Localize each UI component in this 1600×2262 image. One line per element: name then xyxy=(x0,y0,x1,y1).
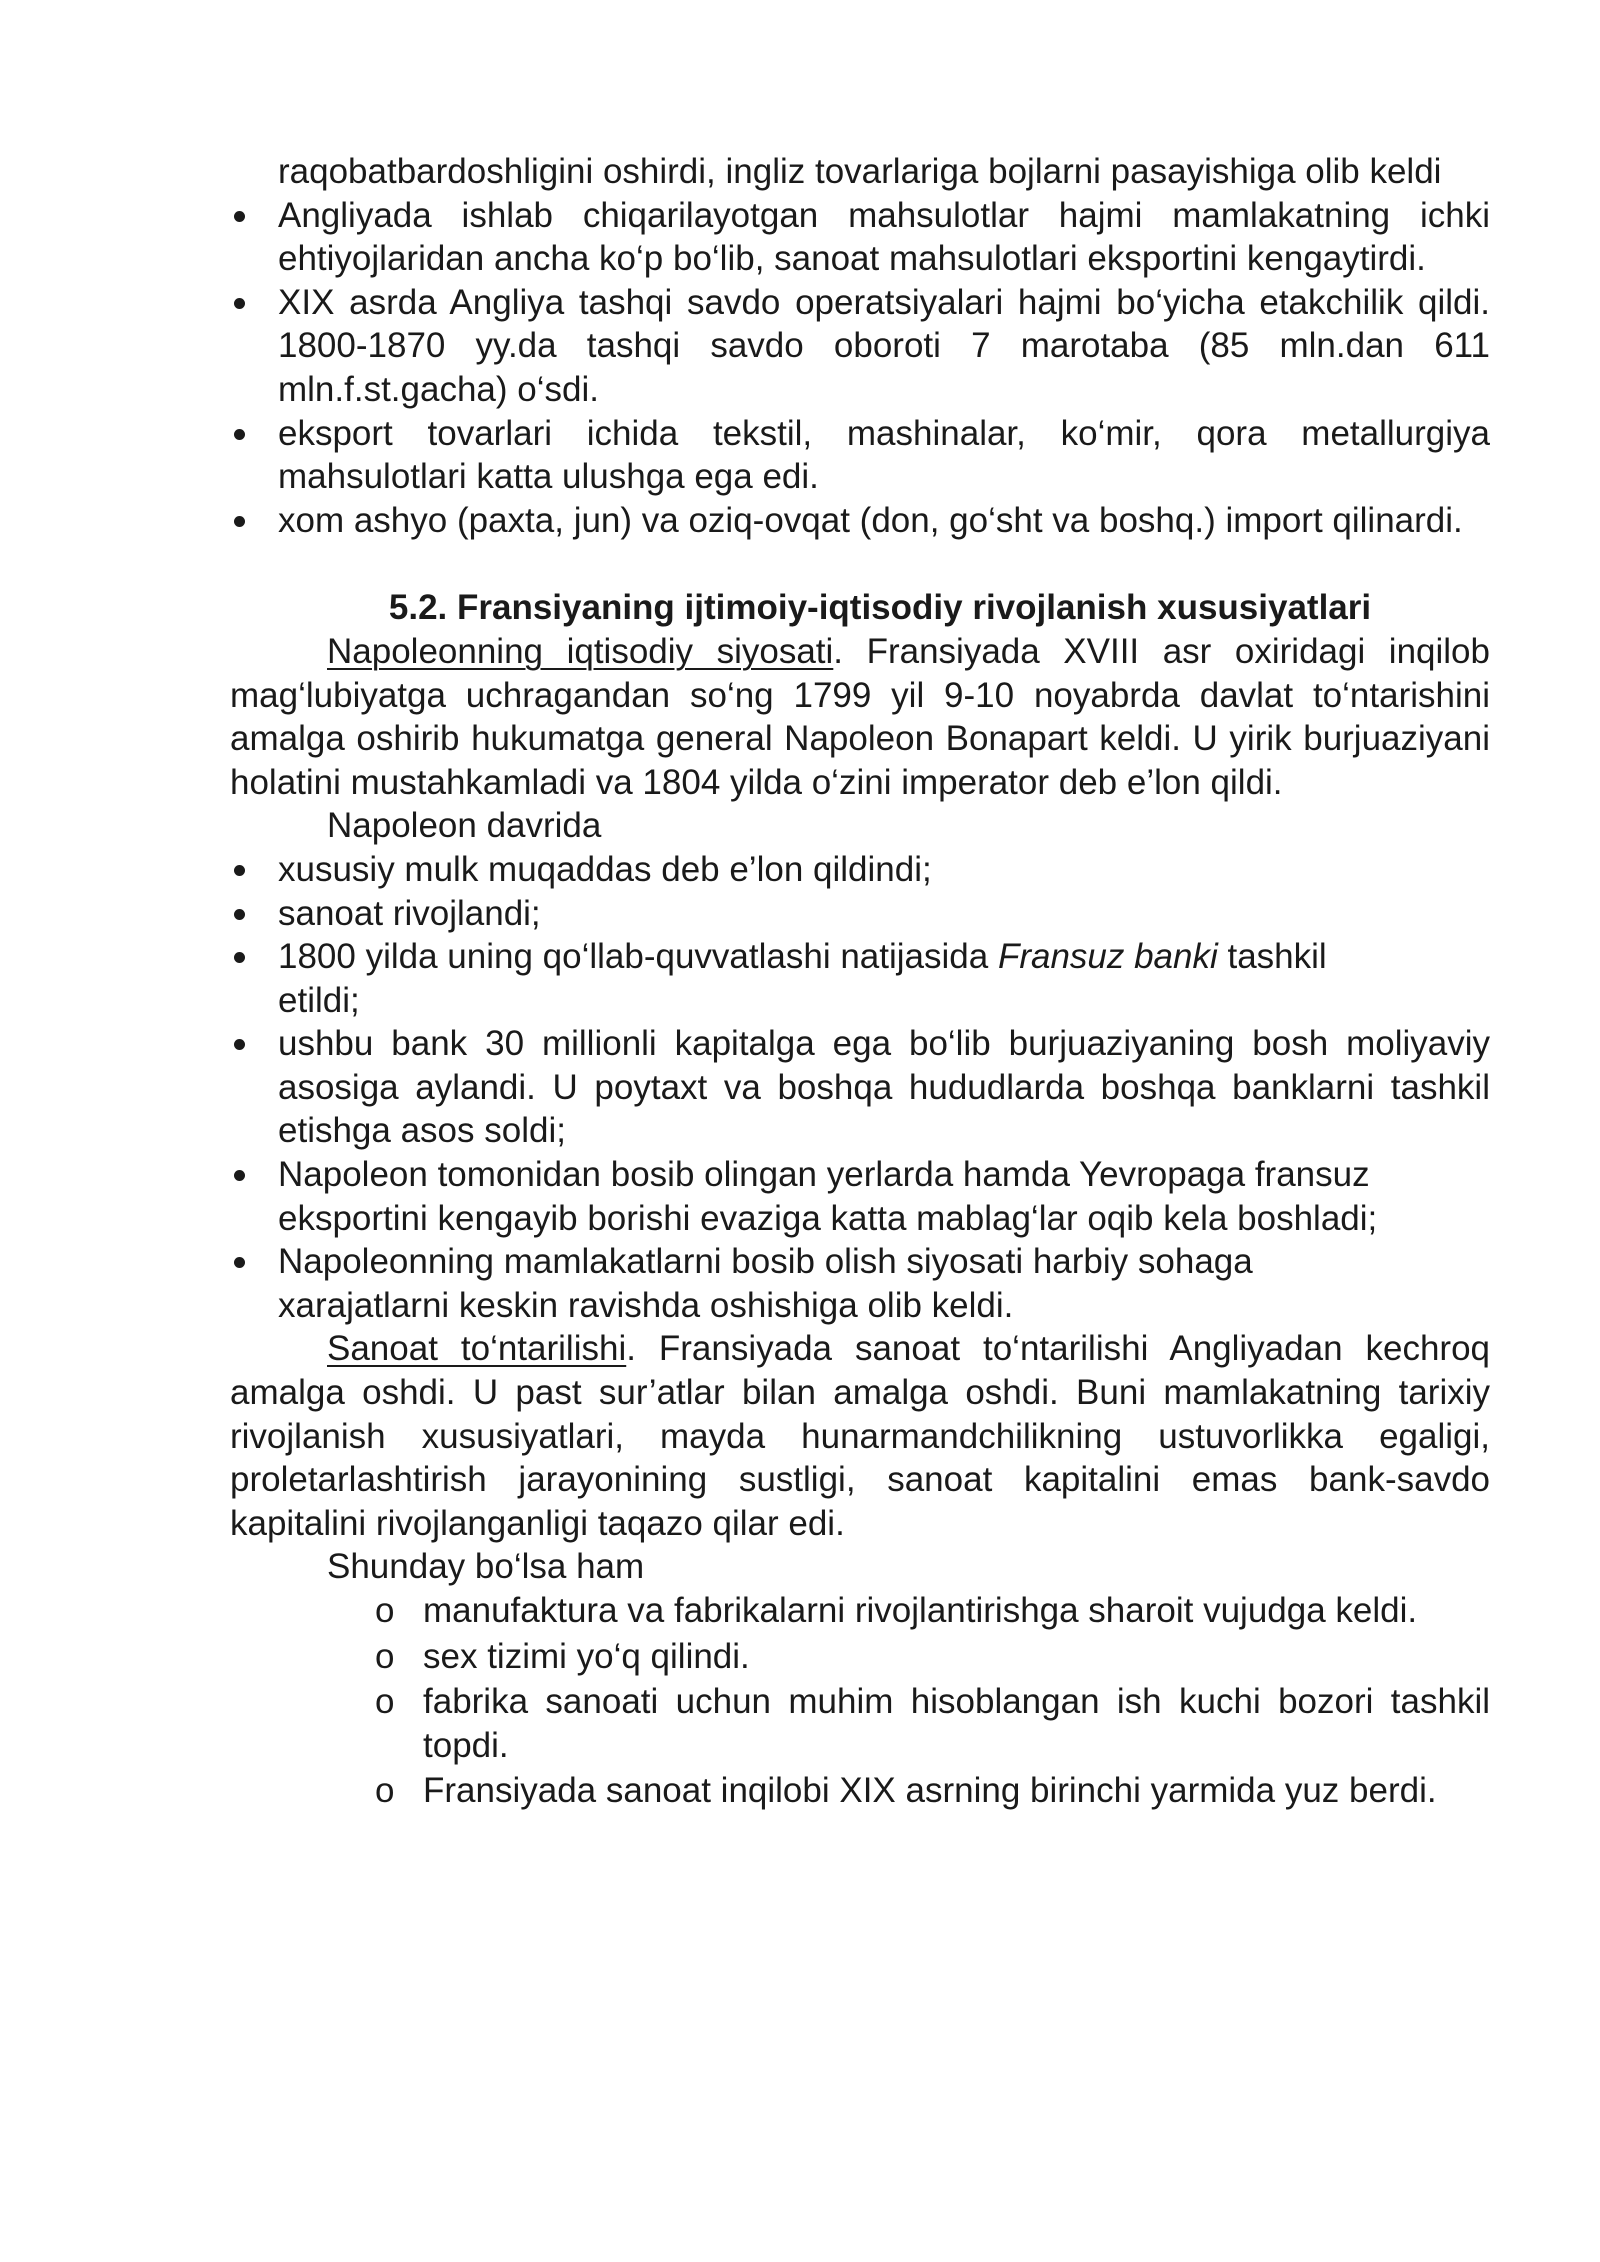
industry-paragraph xyxy=(230,1327,1490,1545)
list-item: eksport tovarlari ichida tekstil, mashinalar, ko‘mir, qora metallurgiya mahsulotlari katta ulushga ega edi. xyxy=(230,412,1490,499)
list-item: XIX asrda Angliya tashqi savdo operatsiyalari hajmi bo‘yicha etakchilik qildi. 1800-1870 yy.da tashqi savdo oboroti 7 marotaba (85 mln.dan 611 mln.f.st.gacha) o‘sdi. xyxy=(230,281,1490,412)
list-item: Angliyada ishlab chiqarilayotgan mahsulotlar hajmi mamlakatning ichki ehtiyojlaridan ancha ko‘p bo‘lib, sanoat mahsulotlari eksportini kengaytirdi. xyxy=(230,194,1490,281)
sub-list-item xyxy=(230,1589,1490,1633)
sub-list-item-text: Fransiyada sanoat inqilobi XIX asrning birinchi yarmida yuz berdi. xyxy=(423,1771,1437,1811)
section-heading: 5.2. Fransiyaning ijtimoiy-iqtisodiy rivojlanish xususiyatlari xyxy=(388,588,1372,628)
continuation-paragraph: raqobatbardoshligini oshirdi, ingliz tovarlariga bojlarni pasayishiga olib keldi xyxy=(278,152,1442,191)
list-item xyxy=(230,1240,1490,1327)
sub-list-item-text: manufaktura va fabrikalarni rivojlantirishga sharoit vujudga keldi. xyxy=(423,1591,1418,1630)
list-item: sanoat rivojlandi; xyxy=(230,892,1490,936)
sub-list-item-text: fabrika sanoati uchun muhim hisoblangan ish kuchi bozori tashkil topdi. xyxy=(423,1682,1490,1765)
industry-subtitle: Sanoat to‘ntarilishi xyxy=(327,1329,627,1369)
list-item-text: xarajatlarni keskin ravishda oshishiga olib keldi. xyxy=(278,1285,1014,1325)
list-marker: o xyxy=(375,1682,395,1722)
list-item-text: 1800 yilda uning qo‘llab-quvvatlashi natijasida xyxy=(278,937,998,977)
industry-intro: Shunday bo‘lsa ham xyxy=(327,1547,645,1587)
list-item-text: etildi; xyxy=(278,980,360,1020)
list-item: xom ashyo (paxta, jun) va oziq-ovqat (don, go‘sht va boshq.) import qilinardi. xyxy=(230,499,1490,543)
napoleon-text: . Fransiyada XVIII asr oxiridagi inqilob mag‘lubiyatga uchragandan so‘ng 1799 yil 9-10 noyabrda davlat to‘ntarishini amalga oshirib hukumatga general Napoleon Bonapart keldi. U yirik burjuaziyani holatini mustahkamladi va 1804 yilda o‘zini imperator deb e’lon qildi. xyxy=(230,631,1490,802)
bank-name: Fransuz banki xyxy=(997,937,1218,977)
napoleon-subtitle: Napoleonning iqtisodiy siyosati xyxy=(327,631,834,671)
list-item xyxy=(230,935,1490,1022)
list-item: xususiy mulk muqaddas deb e’lon qildindi; xyxy=(230,848,1490,892)
sub-list-item xyxy=(230,1680,1490,1767)
napoleon-paragraph xyxy=(230,630,1490,804)
sub-list-item-text: sex tizimi yo‘q qilindi. xyxy=(423,1636,750,1676)
list-item-text: tashkil xyxy=(1217,937,1327,977)
document-page xyxy=(230,150,1490,1813)
sub-list-item xyxy=(230,1635,1490,1679)
industry-text: . Fransiyada sanoat to‘ntarilishi Angliyadan kechroq amalga oshdi. U past sur’atlar bilan amalga oshdi. Buni mamlakatning tarixiy rivojlanish xususiyatlari, mayda hunarmandchilikning ustuvorlikka egaligi, proletarlashtirish jarayonining sustligi, sanoat kapitalini emas bank-savdo kapitalini rivojlanganligi taqazo qilar edi. xyxy=(230,1329,1490,1543)
list-item: ushbu bank 30 millionli kapitalga ega bo‘lib burjuaziyaning bosh moliyaviy asosiga aylandi. U poytaxt va boshqa hududlarda boshqa banklarni tashkil etishga asos soldi; xyxy=(230,1022,1490,1153)
list-item xyxy=(230,1153,1490,1240)
list-item-text: Napoleon tomonidan bosib olingan yerlarda hamda Yevropaga fransuz xyxy=(278,1155,1370,1195)
list-item-text: Napoleonning mamlakatlarni bosib olish siyosati harbiy sohaga xyxy=(278,1242,1253,1282)
sub-list-item xyxy=(230,1769,1490,1813)
list-marker: o xyxy=(375,1591,395,1630)
list-item-text: eksportini kengayib borishi evaziga katta mablag‘lar oqib kela boshladi; xyxy=(278,1198,1378,1238)
napoleon-intro: Napoleon davrida xyxy=(327,806,602,846)
list-marker: o xyxy=(375,1636,395,1676)
list-marker: o xyxy=(375,1771,395,1811)
